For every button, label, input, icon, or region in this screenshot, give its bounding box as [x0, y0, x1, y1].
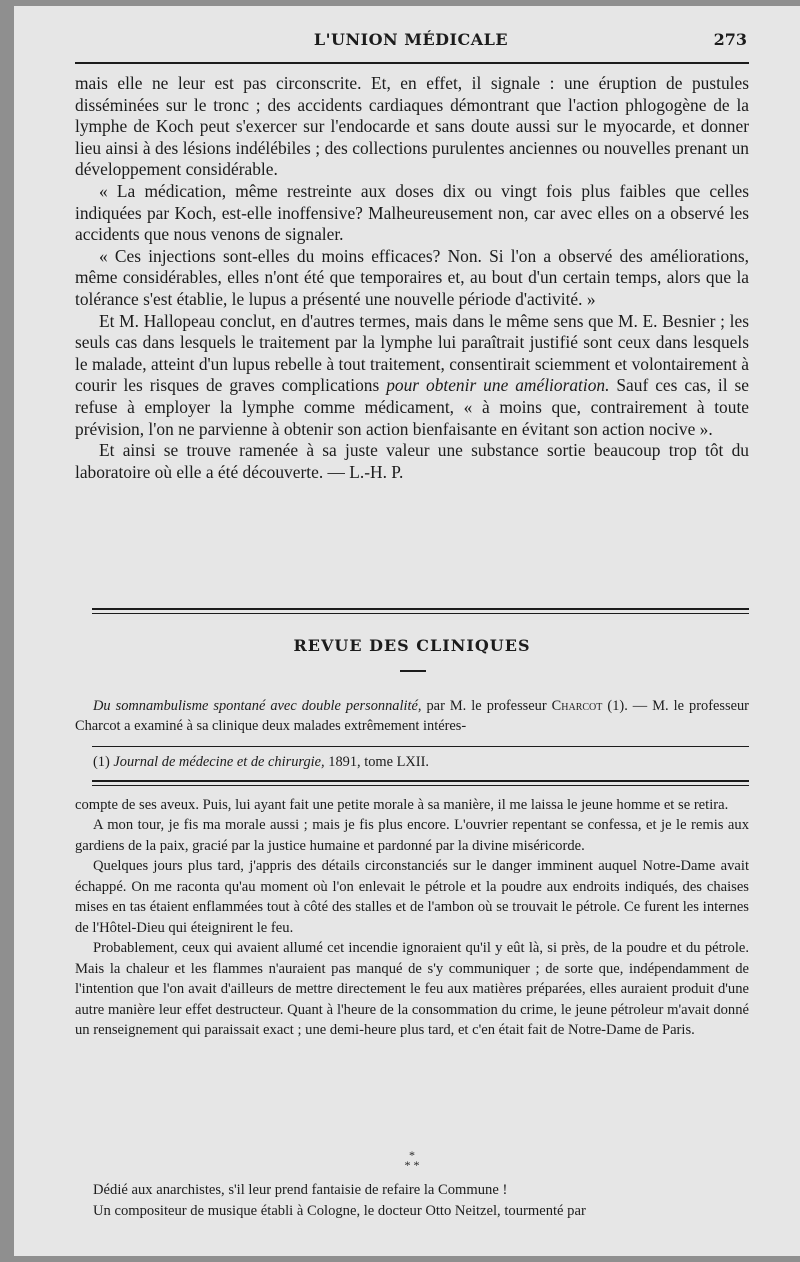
paragraph: mais elle ne leur est pas circonscrite. Et, en effet, il signale : une éruption de pustules disséminées sur le tronc ; des accidents cardiaques démontrant que l'action phlogogène de la lymphe de Koch peut s'exercer sur l'endocarde et sans doute aussi sur le myocarde, et donner lieu ainsi à des lésions indélébiles ; des collections purulentes anciennes ou nouvelles prenant un développement considérable. — [75, 73, 749, 180]
footnote-text — [75, 752, 749, 772]
footnote-rule — [92, 746, 749, 747]
paragraph: Un compositeur de musique établi à Cologne, le docteur Otto Neitzel, tourmenté par — [93, 1203, 586, 1219]
section-divider — [92, 780, 749, 782]
footnote-marker: (1) — [93, 754, 114, 770]
asterism-separator — [75, 1150, 749, 1170]
author-name: Charcot — [551, 698, 603, 714]
paragraph-text: Et M. Hallopeau conclut, en d'autres termes, mais dans le même sens que M. E. Besnier ; les seuls cas dans lesquels le traitement par la lymphe lui paraîtrait justifié sont ceux dans lesquels le malade, atteint d'un lupus rebelle à tout traitement, consentirait sciemment et volontairement à courir les risques de graves complications — [75, 310, 749, 396]
asterism-top: * — [409, 1148, 415, 1162]
paragraph — [75, 696, 749, 736]
paragraph: Dédié aux anarchistes, s'il leur prend fantaisie de refaire la Commune ! — [93, 1182, 508, 1198]
paragraph — [75, 311, 749, 441]
article-upper — [75, 73, 749, 483]
journal-title: L'UNION MÉDICALE — [313, 30, 509, 49]
footnote-source: Journal de médecine et de chirurgie, — [113, 754, 325, 770]
section-divider — [92, 785, 749, 786]
section-divider — [92, 608, 749, 610]
paragraph: « La médication, même restreinte aux doses dix ou vingt fois plus faibles que celles indiquées par Koch, est-elle inoffensive? Malheureusement non, car avec elles on a observé les accidents que nous venons de signaler. — [75, 180, 749, 245]
paragraph: compte de ses aveux. Puis, lui ayant fait une petite morale à sa manière, il me laissa le jeune homme et se retira. — [75, 797, 729, 813]
article-subtitle: Du somnambulisme spontané avec double personnalité, — [93, 698, 422, 714]
running-header — [75, 30, 747, 58]
section-divider — [92, 613, 749, 614]
paragraph: A mon tour, je fis ma morale aussi ; mais je fis plus encore. L'ouvrier repentant se confessa, et je le remis aux gardiens de la paix, gracié par la justice humaine et pardonné par la divine miséricorde. — [75, 817, 749, 854]
emphasis-text: pour obtenir une amélioration. — [386, 375, 610, 396]
paragraph: Probablement, ceux qui avaient allumé cet incendie ignoraient qu'il y eût là, si près, de la poudre et du pétrole. Mais la chaleur et les flammes n'auraient pas manqué de s'y communiquer ; de sorte que, indépendamment de l'intention que l'on avait d'ailleurs de mettre directement le feu aux matières préparées, elles auraient produit d'une autre manière leur effet destructeur. Quant à l'heure de la consommation du crime, le jeune pétroleur m'avait donné un renseignement qui paraissait exact ; une demi-heure plus tard, et c'en était fait de Notre-Dame de Paris. — [75, 940, 749, 1038]
paragraph: « Ces injections sont-elles du moins efficaces? Non. Si l'on a observé des améliorations, même considérables, elles n'ont été que temporaires et, au bout d'un certain temps, alors que la tolérance s'est établie, le lupus a présenté une nouvelle période d'activité. » — [75, 245, 749, 309]
footnote — [75, 752, 749, 772]
section-title: REVUE DES CLINIQUES — [293, 636, 531, 655]
page-number: 273 — [713, 30, 747, 49]
paragraph-text: Sauf ces cas, il se refuse à employer la lymphe comme médicament, « à moins que, contrairement à toute prévision, l'on ne parvienne à obtenir son action bienfaisante en évitant son action nocive ». — [75, 375, 749, 439]
paragraph-text: par M. le professeur — [421, 698, 552, 714]
paragraph: Quelques jours plus tard, j'appris des détails circonstanciés sur le danger imminent auquel Notre-Dame avait échappé. On me raconta qu'au moment où l'on enlevait le pétrole et la poudre aux endroits indiqués, des chaises mises en tas étaient enflammées tout à côté des stalles et de l'ambon où se trouvait le pétrole. Ce furent les internes de l'Hôtel-Dieu qui éteignirent le feu. — [75, 858, 749, 936]
footnote-details: 1891, tome LXII. — [324, 754, 429, 770]
article-bottom — [75, 1180, 749, 1222]
asterism-bottom: * * — [404, 1158, 420, 1172]
header-rule — [75, 62, 749, 64]
article-lower — [75, 795, 749, 1040]
paragraph: Et ainsi se trouve ramenée à sa juste valeur une substance sortie beaucoup trop tôt du laboratoire où elle a été découverte. — L.-H. P. — [75, 440, 749, 482]
paragraph-text: (1). — M. le professeur Charcot a examiné à sa clinique deux malades extrêmement intéres- — [75, 698, 749, 734]
title-underline — [400, 670, 426, 672]
clinic-intro — [75, 696, 749, 736]
